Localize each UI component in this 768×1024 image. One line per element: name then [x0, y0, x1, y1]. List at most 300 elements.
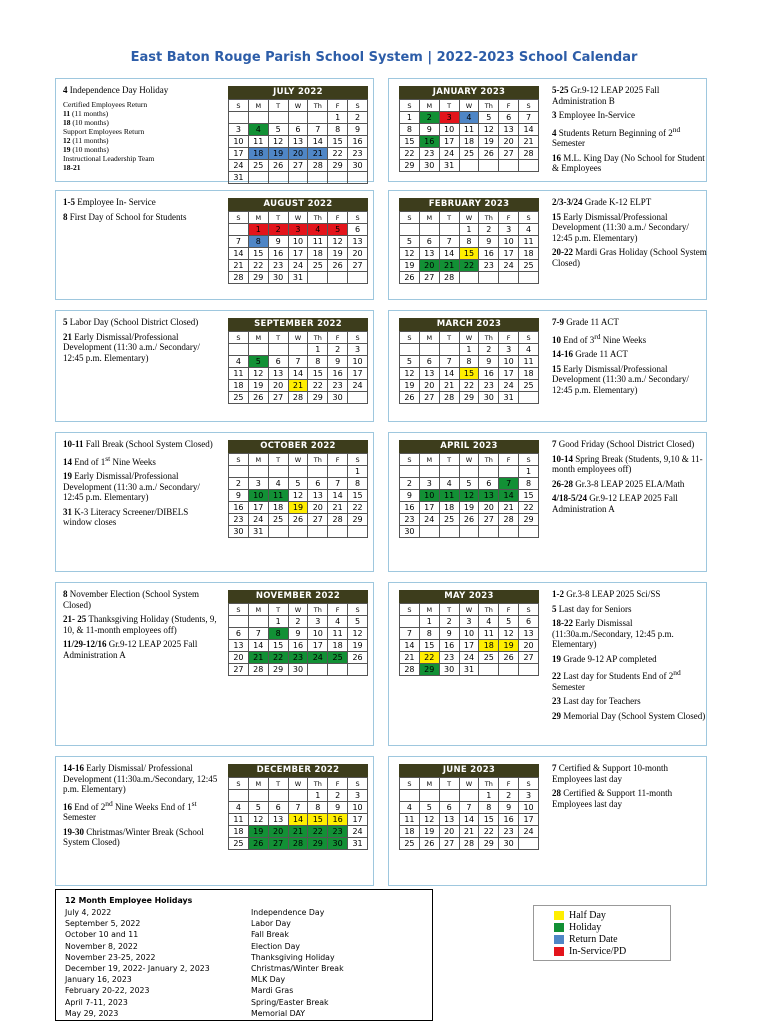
calendar-day: 2	[499, 790, 519, 802]
calendar-day: 21	[439, 260, 459, 272]
month-header: DECEMBER 2022	[228, 764, 368, 777]
calendar-day: 10	[419, 490, 439, 502]
calendar-day: 13	[288, 136, 308, 148]
holiday-date: September 5, 2022	[65, 919, 141, 929]
calendar-day: 28	[439, 272, 459, 284]
calendar-day: 18	[328, 640, 348, 652]
event-note: 7-9 Grade 11 ACT	[552, 317, 619, 327]
empty-day	[519, 160, 539, 172]
calendar-day: 27	[288, 160, 308, 172]
calendar-day: 3	[459, 616, 479, 628]
calendar-day: 21	[229, 260, 249, 272]
calendar-day: 5	[459, 478, 479, 490]
calendar-day: 20	[308, 502, 328, 514]
employee-holidays-title: 12 Month Employee Holidays	[65, 896, 193, 905]
empty-day	[439, 224, 459, 236]
calendar-day: 29	[400, 160, 420, 172]
month-notes	[552, 85, 707, 178]
calendar-day: 11	[328, 628, 348, 640]
empty-day	[348, 664, 368, 676]
calendar-day: 26	[400, 272, 420, 284]
calendar-day: 2	[439, 616, 459, 628]
month-block-february-2023	[388, 190, 707, 300]
month-header: JULY 2022	[228, 86, 368, 99]
calendar-day: 6	[419, 356, 439, 368]
empty-day	[499, 160, 519, 172]
month-grid	[399, 211, 539, 284]
holiday-date: October 10 and 11	[65, 930, 139, 940]
calendar-day: 3	[348, 344, 368, 356]
calendar-day: 9	[268, 236, 288, 248]
calendar-day: 22	[308, 380, 328, 392]
legend-swatch	[554, 911, 564, 920]
calendar-day: 7	[519, 112, 539, 124]
empty-day	[328, 664, 348, 676]
calendar-day: 12	[499, 628, 519, 640]
calendar-day: 8	[308, 802, 328, 814]
empty-day	[459, 526, 479, 538]
calendar-day: 26	[248, 392, 268, 404]
weekday-header: T	[268, 604, 288, 616]
event-note: Certified Employees Return	[63, 99, 148, 109]
calendar-day: 17	[229, 148, 249, 160]
calendar-day: 15	[268, 640, 288, 652]
calendar-day: 16	[400, 502, 420, 514]
legend-swatch	[554, 923, 564, 932]
calendar-day: 11	[229, 814, 249, 826]
event-note: 1-5 Employee In- Service	[63, 197, 156, 207]
calendar-day: 26	[248, 838, 268, 850]
empty-day	[459, 272, 479, 284]
calendar-day: 18	[439, 502, 459, 514]
calendar-day: 25	[439, 514, 459, 526]
calendar-day: 20	[519, 640, 539, 652]
calendar-day: 28	[328, 514, 348, 526]
calendar-day: 16	[328, 814, 348, 826]
empty-day	[400, 344, 420, 356]
calendar-day: 8	[308, 356, 328, 368]
calendar-day: 11	[248, 136, 268, 148]
calendar-day: 23	[328, 380, 348, 392]
event-note: 28 Certified & Support 11-month Employees last day	[552, 788, 673, 809]
calendar-day: 29	[268, 664, 288, 676]
event-note: 23 Last day for Teachers	[552, 696, 641, 706]
weekday-header: Th	[479, 332, 499, 344]
weekday-header: S	[348, 212, 368, 224]
holiday-name: Christmas/Winter Break	[251, 964, 344, 973]
calendar-day: 11	[439, 490, 459, 502]
empty-day	[348, 392, 368, 404]
event-note: 16 End of 2nd Nine Weeks End of 1st Semester	[63, 798, 197, 822]
calendar-day: 25	[328, 652, 348, 664]
weekday-header: M	[419, 778, 439, 790]
calendar-day: 1	[308, 790, 328, 802]
empty-day	[348, 272, 368, 284]
holiday-date: April 7-11, 2023	[65, 997, 128, 1007]
event-note: 2/3-3/24 Grade K-12 ELPT	[552, 197, 652, 207]
weekday-header: Th	[479, 778, 499, 790]
calendar-day: 25	[248, 160, 268, 172]
calendar-day: 5	[400, 236, 420, 248]
calendar-day: 27	[268, 392, 288, 404]
holiday-row	[65, 953, 425, 964]
calendar-day: 6	[419, 236, 439, 248]
empty-day	[439, 466, 459, 478]
event-note: 14 End of 1st Nine Weeks	[63, 453, 156, 467]
weekday-header: T	[268, 100, 288, 112]
calendar-day: 30	[348, 160, 368, 172]
calendar-day: 10	[439, 124, 459, 136]
month-block-january-2023	[388, 78, 707, 182]
calendar-day: 2	[328, 790, 348, 802]
month-grid	[228, 777, 368, 850]
calendar-day: 17	[519, 814, 539, 826]
weekday-header: S	[229, 454, 249, 466]
holiday-name: Fall Break	[251, 930, 289, 940]
calendar-day: 25	[459, 148, 479, 160]
empty-day	[248, 112, 268, 124]
event-note: 5 Labor Day (School District Closed)	[63, 317, 199, 327]
calendar-day: 22	[400, 148, 420, 160]
empty-day	[419, 466, 439, 478]
holiday-name: Memorial DAY	[251, 1008, 306, 1018]
calendar-day: 1	[479, 790, 499, 802]
weekday-header: Th	[479, 100, 499, 112]
calendar-day: 7	[248, 628, 268, 640]
month-header: FEBRUARY 2023	[399, 198, 539, 211]
calendar-day: 2	[348, 112, 368, 124]
calendar-day: 1	[268, 616, 288, 628]
month-calendar	[399, 86, 539, 172]
holiday-row	[65, 908, 425, 919]
calendar-day: 17	[499, 368, 519, 380]
event-note: 16 M.L. King Day (No School for Student & Employees	[552, 152, 705, 173]
calendar-day: 12	[348, 628, 368, 640]
calendar-day: 14	[439, 368, 459, 380]
event-note: 11 (11 months)	[63, 108, 109, 118]
calendar-day: 17	[459, 640, 479, 652]
calendar-day: 7	[229, 236, 249, 248]
empty-day	[479, 272, 499, 284]
calendar-day: 1	[459, 224, 479, 236]
calendar-day: 23	[348, 148, 368, 160]
empty-day	[479, 466, 499, 478]
calendar-day: 12	[419, 814, 439, 826]
holiday-row	[65, 930, 425, 941]
empty-day	[248, 172, 268, 184]
calendar-day: 7	[400, 628, 420, 640]
weekday-header: S	[400, 454, 420, 466]
calendar-day: 2	[479, 224, 499, 236]
weekday-header: S	[348, 778, 368, 790]
calendar-day: 28	[288, 838, 308, 850]
event-note: 3 Employee In-Service	[552, 110, 635, 120]
calendar-day: 17	[308, 640, 328, 652]
calendar-day: 15	[308, 814, 328, 826]
calendar-day: 7	[288, 356, 308, 368]
empty-day	[308, 526, 328, 538]
holiday-name: MLK Day	[251, 975, 286, 985]
calendar-day: 31	[439, 160, 459, 172]
empty-day	[400, 224, 420, 236]
empty-day	[519, 272, 539, 284]
holiday-row	[65, 942, 425, 953]
calendar-day: 5	[328, 224, 348, 236]
month-block-april-2023	[388, 432, 707, 572]
calendar-day: 9	[288, 628, 308, 640]
calendar-day: 8	[248, 236, 268, 248]
calendar-day: 24	[439, 148, 459, 160]
calendar-day: 23	[419, 148, 439, 160]
calendar-day: 3	[519, 790, 539, 802]
calendar-day: 27	[439, 838, 459, 850]
calendar-day: 24	[519, 826, 539, 838]
calendar-day: 21	[308, 148, 328, 160]
calendar-day: 24	[499, 260, 519, 272]
calendar-day: 31	[248, 526, 268, 538]
weekday-header: M	[248, 212, 268, 224]
calendar-day: 10	[499, 236, 519, 248]
weekday-header: Th	[479, 454, 499, 466]
empty-day	[439, 526, 459, 538]
calendar-day: 30	[328, 392, 348, 404]
calendar-day: 7	[328, 478, 348, 490]
calendar-day: 23	[479, 380, 499, 392]
calendar-day: 5	[288, 478, 308, 490]
weekday-header: S	[400, 332, 420, 344]
calendar-day: 29	[519, 514, 539, 526]
calendar-day: 24	[229, 160, 249, 172]
month-calendar	[399, 198, 539, 284]
weekday-header: Th	[308, 604, 328, 616]
weekday-header: M	[419, 604, 439, 616]
calendar-day: 13	[268, 368, 288, 380]
empty-day	[419, 344, 439, 356]
event-note: 5-25 Gr.9-12 LEAP 2025 Fall Administration B	[552, 85, 660, 106]
weekday-header: S	[229, 778, 249, 790]
weekday-header: M	[248, 454, 268, 466]
calendar-day: 14	[308, 136, 328, 148]
month-calendar	[399, 764, 539, 850]
event-note: 18 (10 months)	[63, 117, 109, 127]
holiday-date: July 4, 2022	[65, 908, 112, 917]
calendar-day: 17	[499, 248, 519, 260]
calendar-day: 2	[288, 616, 308, 628]
calendar-day: 17	[439, 136, 459, 148]
calendar-day: 12	[248, 814, 268, 826]
calendar-day: 30	[439, 664, 459, 676]
weekday-header: Th	[308, 332, 328, 344]
calendar-day: 14	[499, 490, 519, 502]
calendar-day: 7	[288, 802, 308, 814]
calendar-day: 17	[348, 814, 368, 826]
empty-day	[288, 172, 308, 184]
calendar-day: 10	[348, 802, 368, 814]
calendar-day: 3	[248, 478, 268, 490]
calendar-day: 29	[248, 272, 268, 284]
empty-day	[308, 172, 328, 184]
weekday-header: W	[288, 778, 308, 790]
calendar-day: 17	[348, 368, 368, 380]
empty-day	[229, 616, 249, 628]
empty-day	[519, 392, 539, 404]
weekday-header: Th	[308, 454, 328, 466]
calendar-day: 20	[439, 826, 459, 838]
event-note: 10 End of 3rd Nine Weeks	[552, 331, 647, 345]
month-header: JANUARY 2023	[399, 86, 539, 99]
weekday-header: M	[248, 604, 268, 616]
calendar-day: 21	[288, 826, 308, 838]
empty-day	[248, 344, 268, 356]
month-grid	[228, 331, 368, 404]
calendar-day: 19	[419, 826, 439, 838]
weekday-header: M	[419, 332, 439, 344]
calendar-day: 21	[400, 652, 420, 664]
calendar-day: 4	[229, 356, 249, 368]
month-header: APRIL 2023	[399, 440, 539, 453]
calendar-day: 20	[229, 652, 249, 664]
weekday-header: W	[288, 454, 308, 466]
calendar-day: 8	[400, 124, 420, 136]
calendar-day: 9	[400, 490, 420, 502]
calendar-day: 5	[348, 616, 368, 628]
calendar-day: 3	[499, 344, 519, 356]
calendar-day: 1	[419, 616, 439, 628]
calendar-day: 26	[400, 392, 420, 404]
calendar-day: 27	[229, 664, 249, 676]
month-notes	[63, 589, 218, 664]
weekday-header: F	[499, 212, 519, 224]
calendar-day: 20	[419, 380, 439, 392]
calendar-day: 26	[348, 652, 368, 664]
month-block-november-2022	[55, 582, 374, 746]
empty-day	[268, 172, 288, 184]
empty-day	[248, 616, 268, 628]
calendar-day: 1	[328, 112, 348, 124]
calendar-day: 14	[248, 640, 268, 652]
holiday-date: February 20-22, 2023	[65, 986, 150, 996]
empty-day	[499, 466, 519, 478]
calendar-day: 2	[400, 478, 420, 490]
weekday-header: F	[499, 778, 519, 790]
calendar-day: 4	[459, 112, 479, 124]
calendar-day: 3	[419, 478, 439, 490]
month-calendar	[228, 198, 368, 284]
month-calendar	[228, 590, 368, 676]
event-note: 26-28 Gr.3-8 LEAP 2025 ELA/Math	[552, 478, 685, 489]
weekday-header: M	[419, 454, 439, 466]
calendar-day: 23	[439, 652, 459, 664]
event-note: 19-30 Christmas/Winter Break (School System Closed)	[63, 826, 204, 847]
calendar-day: 10	[229, 136, 249, 148]
calendar-day: 6	[229, 628, 249, 640]
empty-day	[308, 664, 328, 676]
weekday-header: M	[419, 100, 439, 112]
event-note: 10-11 Fall Break (School System Closed)	[63, 439, 213, 449]
calendar-day: 19	[479, 136, 499, 148]
weekday-header: F	[499, 604, 519, 616]
month-notes	[63, 439, 218, 532]
calendar-day: 1	[248, 224, 268, 236]
calendar-day: 9	[439, 628, 459, 640]
weekday-header: S	[348, 332, 368, 344]
calendar-day: 20	[268, 380, 288, 392]
month-block-december-2022	[55, 756, 374, 886]
calendar-day: 20	[419, 260, 439, 272]
holiday-date: December 19, 2022- January 2, 2023	[65, 964, 210, 973]
calendar-day: 18	[248, 148, 268, 160]
weekday-header: Th	[308, 212, 328, 224]
legend-label: Holiday	[569, 922, 602, 933]
weekday-header: M	[248, 778, 268, 790]
calendar-day: 3	[308, 616, 328, 628]
calendar-day: 9	[348, 124, 368, 136]
calendar-day: 5	[268, 124, 288, 136]
event-note: 29 Memorial Day (School System Closed)	[552, 710, 706, 721]
calendar-day: 18	[519, 368, 539, 380]
legend-label: In-Service/PD	[569, 946, 627, 957]
calendar-day: 31	[459, 664, 479, 676]
calendar-day: 27	[479, 514, 499, 526]
calendar-day: 31	[499, 392, 519, 404]
calendar-day: 5	[248, 802, 268, 814]
month-grid	[399, 777, 539, 850]
calendar-day: 27	[499, 148, 519, 160]
calendar-day: 26	[459, 514, 479, 526]
weekday-header: S	[400, 604, 420, 616]
calendar-day: 30	[499, 838, 519, 850]
event-note: 19 (10 months)	[63, 144, 109, 154]
calendar-day: 18	[459, 136, 479, 148]
event-note: 12 (11 months)	[63, 135, 109, 145]
month-block-october-2022	[55, 432, 374, 572]
calendar-day: 31	[229, 172, 249, 184]
calendar-day: 11	[268, 490, 288, 502]
calendar-day: 11	[308, 236, 328, 248]
weekday-header: W	[288, 604, 308, 616]
weekday-header: W	[459, 100, 479, 112]
calendar-day: 23	[268, 260, 288, 272]
legend-label: Return Date	[569, 934, 618, 945]
calendar-day: 28	[308, 160, 328, 172]
calendar-day: 29	[348, 514, 368, 526]
calendar-day: 15	[248, 248, 268, 260]
event-note: Support Employees Return	[63, 126, 145, 136]
calendar-day: 12	[268, 136, 288, 148]
weekday-header: S	[348, 100, 368, 112]
holiday-name: Independence Day	[251, 908, 325, 917]
empty-day	[248, 790, 268, 802]
calendar-day: 27	[308, 514, 328, 526]
empty-day	[308, 272, 328, 284]
calendar-day: 10	[519, 802, 539, 814]
empty-day	[419, 526, 439, 538]
event-note: 19 Grade 9-12 AP completed	[552, 653, 657, 664]
month-calendar	[228, 86, 368, 184]
calendar-day: 21	[288, 380, 308, 392]
weekday-header: W	[459, 454, 479, 466]
calendar-day: 11	[519, 356, 539, 368]
calendar-day: 21	[328, 502, 348, 514]
calendar-day: 5	[400, 356, 420, 368]
calendar-day: 20	[479, 502, 499, 514]
calendar-day: 18	[400, 826, 420, 838]
empty-day	[519, 526, 539, 538]
empty-day	[328, 272, 348, 284]
calendar-day: 28	[459, 838, 479, 850]
month-notes	[63, 197, 218, 226]
calendar-day: 28	[400, 664, 420, 676]
